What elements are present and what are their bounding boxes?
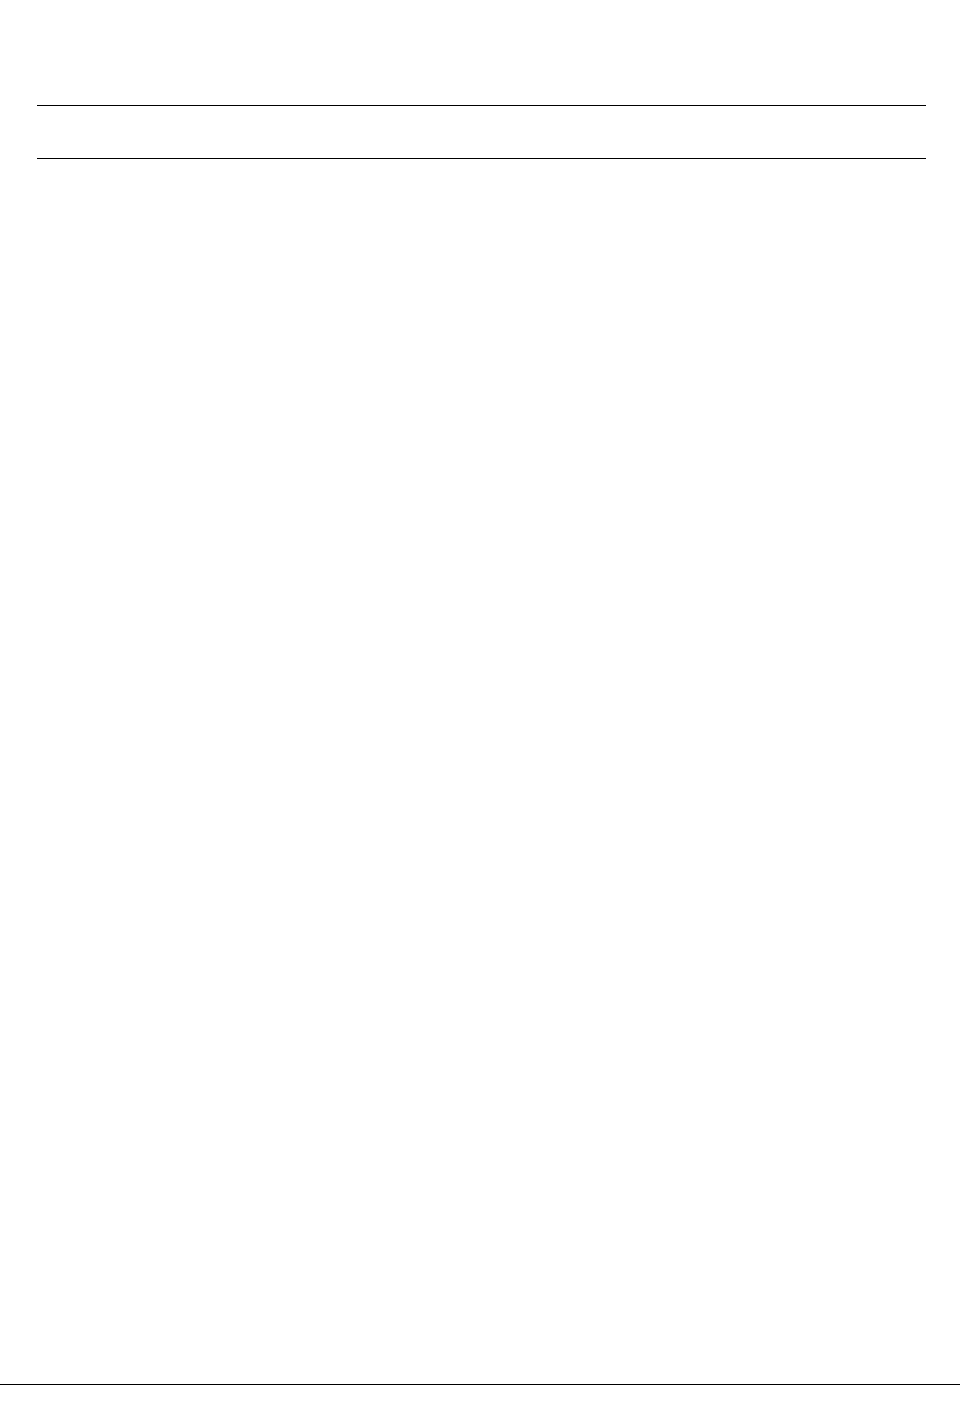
footer-divider <box>0 1384 960 1385</box>
voting-table <box>37 105 926 159</box>
table-header-row <box>37 105 926 159</box>
